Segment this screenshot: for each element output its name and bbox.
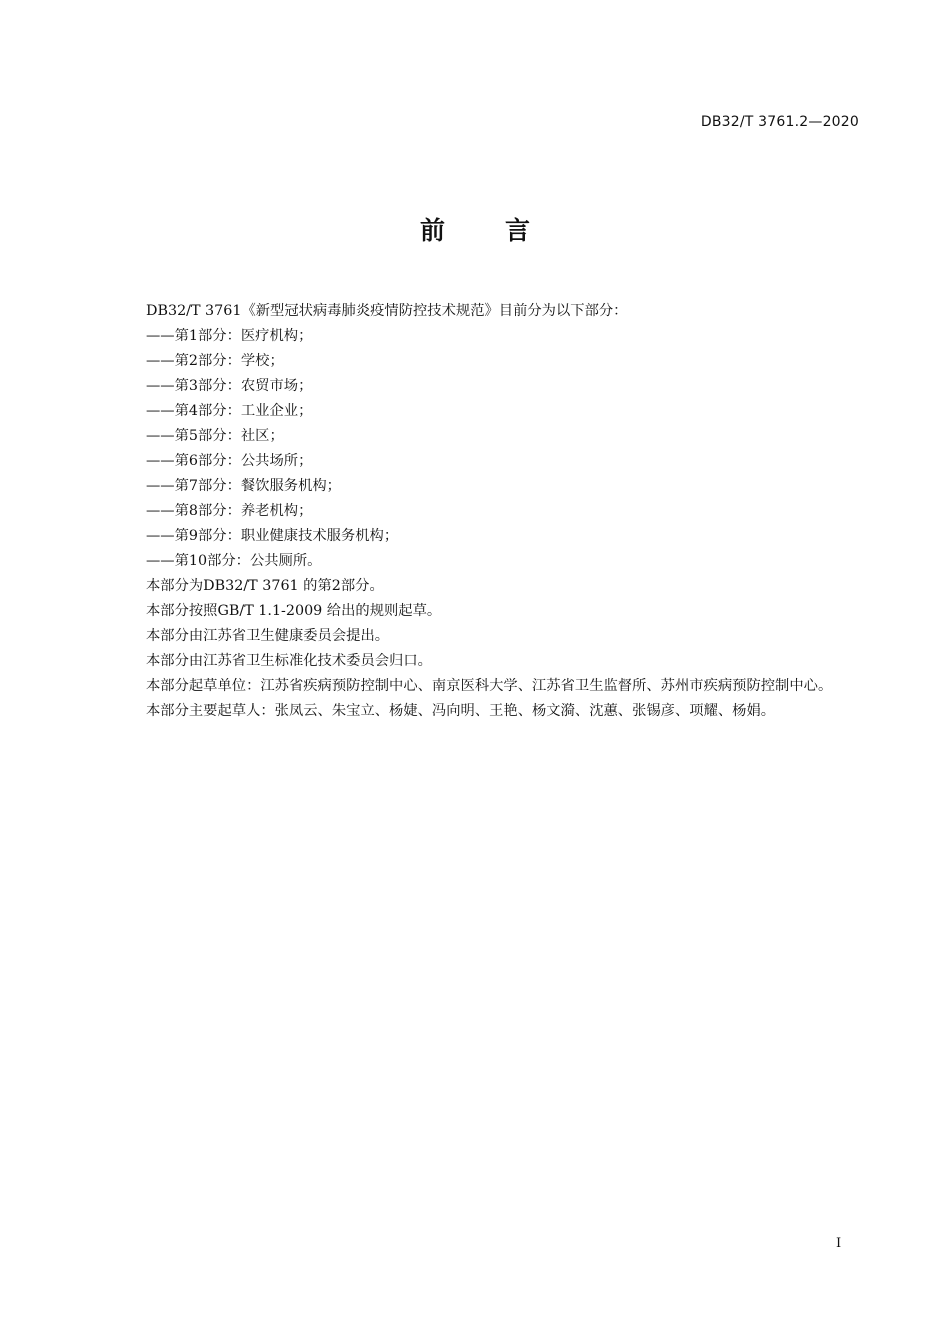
document-code: DB32/T 3761.2—2020	[700, 114, 859, 130]
part-list-item-7: ——第7部分：餐饮服务机构；	[146, 478, 341, 494]
page-number: I	[836, 1236, 842, 1251]
part-list-item-10: ——第10部分：公共厕所。	[146, 553, 322, 569]
foreword-body	[113, 299, 861, 724]
proposer-statement: 本部分由江苏省卫生健康委员会提出。	[146, 628, 390, 644]
part-list-item-5: ——第5部分：社区；	[146, 428, 284, 444]
centralized-by-statement: 本部分由江苏省卫生标准化技术委员会归口。	[146, 653, 432, 669]
page-title	[0, 211, 950, 247]
main-drafters: 本部分主要起草人：张凤云、朱宝立、杨婕、冯向明、王艳、杨文漪、沈蕙、张锡彦、项耀、杨娟。	[146, 703, 776, 719]
part-list-item-1: ——第1部分：医疗机构；	[146, 328, 313, 344]
part-list-item-2: ——第2部分：学校；	[146, 353, 284, 369]
part-list-item-9: ——第9部分：职业健康技术服务机构；	[146, 528, 399, 544]
title-char-2: 言	[505, 216, 531, 245]
part-statement: 本部分为DB32/T 3761 的第2部分。	[146, 578, 384, 594]
part-list-item-6: ——第6部分：公共场所；	[146, 453, 313, 469]
part-list-item-4: ——第4部分：工业企业；	[146, 403, 313, 419]
part-list-item-3: ——第3部分：农贸市场；	[146, 378, 313, 394]
part-list-item-8: ——第8部分：养老机构；	[146, 503, 313, 519]
drafting-units: 本部分起草单位：江苏省疾病预防控制中心、南京医科大学、江苏省卫生监督所、苏州市疾病预防控制中心。	[146, 678, 833, 694]
title-char-1: 前	[419, 216, 445, 245]
drafting-rules-statement: 本部分按照GB/T 1.1-2009 给出的规则起草。	[146, 603, 442, 619]
intro-paragraph: DB32/T 3761《新型冠状病毒肺炎疫情防控技术规范》目前分为以下部分：	[146, 303, 628, 319]
